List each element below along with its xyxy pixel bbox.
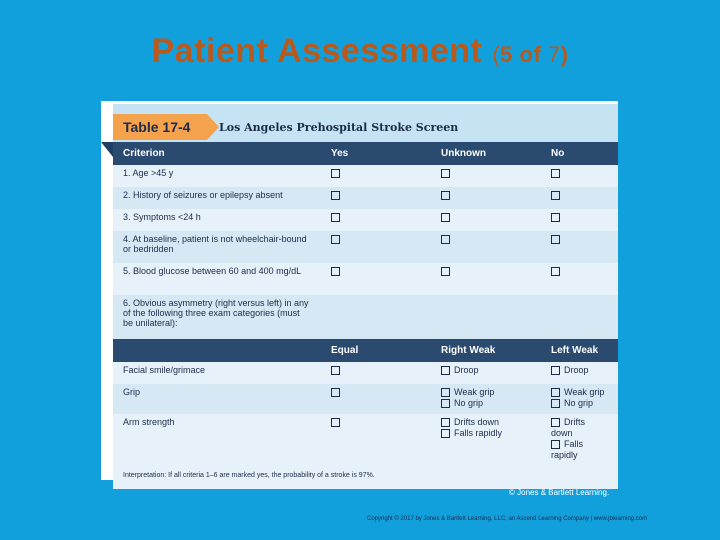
criterion-text: 6. Obvious asymmetry (right versus left) in any of the following three exam categories (must be unilateral): — [123, 298, 309, 328]
criterion-label — [113, 263, 321, 295]
table-header-row — [113, 142, 618, 165]
title-main: Patient Assessment — [151, 32, 483, 70]
exam-label-text: Arm strength — [123, 417, 175, 427]
criterion-label — [113, 165, 321, 187]
exam-equal-cell — [321, 384, 431, 414]
interpretation-row — [113, 464, 618, 489]
criterion-text: 4. At baseline, patient is not wheelchair-bound or bedridden — [123, 234, 307, 254]
exam-label-text: Facial smile/grimace — [123, 365, 206, 375]
checkbox-icon[interactable] — [441, 169, 450, 178]
exam-option-text: No grip — [564, 398, 594, 408]
title-page-indicator: (5 of 7) — [492, 42, 569, 67]
checkbox-icon[interactable] — [441, 418, 450, 427]
checkbox-icon[interactable] — [331, 366, 340, 375]
exam-option-text: Drifts down — [454, 417, 500, 427]
criterion-label — [113, 231, 321, 263]
exam-option — [441, 365, 531, 376]
checkbox-icon[interactable] — [551, 267, 560, 276]
exam-right-cell — [431, 384, 541, 414]
criterion-row — [113, 263, 618, 295]
exam-option — [441, 428, 531, 439]
criterion-yes-cell — [321, 187, 431, 209]
exam-right-cell — [431, 362, 541, 384]
copyright-footer: Copyright © 2017 by Jones & Bartlett Learning, LLC, an Ascend Learning Company | www.jblearning.com — [367, 516, 648, 522]
checkbox-icon[interactable] — [441, 366, 450, 375]
checkbox-icon[interactable] — [331, 388, 340, 397]
criterion-unknown-cell — [431, 165, 541, 187]
criterion-yes-cell — [321, 231, 431, 263]
checkbox-icon[interactable] — [551, 169, 560, 178]
exam-option — [551, 387, 608, 398]
exam-label — [113, 414, 321, 464]
checkbox-icon[interactable] — [441, 429, 450, 438]
exam-option-text: Falls rapidly — [454, 428, 503, 438]
criterion-no-cell — [541, 209, 618, 231]
exam-header-3: Left Weak — [541, 339, 618, 362]
header-criterion: Criterion — [113, 142, 321, 165]
checkbox-icon[interactable] — [551, 235, 560, 244]
criterion-text: 1. Age >45 y — [123, 168, 174, 178]
page-title — [0, 32, 720, 71]
header-no: No — [541, 142, 618, 165]
exam-option — [551, 365, 608, 376]
criterion-unknown-cell — [431, 231, 541, 263]
checkbox-icon[interactable] — [441, 399, 450, 408]
checkbox-icon[interactable] — [551, 440, 560, 449]
exam-label — [113, 384, 321, 414]
exam-row — [113, 384, 618, 414]
criterion-row — [113, 165, 618, 187]
checkbox-icon[interactable] — [551, 366, 560, 375]
exam-option — [441, 387, 531, 398]
exam-option — [551, 439, 608, 461]
criterion-no-cell — [541, 187, 618, 209]
exam-header-0 — [113, 339, 321, 362]
table-fold-decoration — [101, 142, 113, 157]
checkbox-icon[interactable] — [331, 213, 340, 222]
criterion-label — [113, 187, 321, 209]
checkbox-icon[interactable] — [551, 191, 560, 200]
exam-option-text: Weak grip — [564, 387, 605, 397]
criterion-row — [113, 231, 618, 263]
table-caption: Los Angeles Prehospital Stroke Screen — [219, 121, 459, 134]
exam-option — [441, 398, 531, 409]
exam-left-cell — [541, 362, 618, 384]
exam-header-2: Right Weak — [431, 339, 541, 362]
criterion-label — [113, 209, 321, 231]
criterion-row — [113, 187, 618, 209]
stroke-screen-table — [113, 142, 618, 489]
criterion-yes-cell — [321, 209, 431, 231]
checkbox-icon[interactable] — [331, 418, 340, 427]
checkbox-icon[interactable] — [331, 169, 340, 178]
image-credit: © Jones & Bartlett Learning. — [509, 488, 610, 497]
criterion-text: 5. Blood glucose between 60 and 400 mg/dL — [123, 266, 302, 276]
checkbox-icon[interactable] — [551, 418, 560, 427]
criterion-text: 3. Symptoms <24 h — [123, 212, 201, 222]
checkbox-icon[interactable] — [551, 399, 560, 408]
exam-header-1: Equal — [321, 339, 431, 362]
checkbox-icon[interactable] — [551, 213, 560, 222]
exam-header-row — [113, 339, 618, 362]
criterion-unknown-cell — [431, 187, 541, 209]
exam-label — [113, 362, 321, 384]
exam-option-text: Drifts down — [551, 417, 585, 438]
criterion-no-cell — [541, 263, 618, 295]
checkbox-icon[interactable] — [441, 213, 450, 222]
exam-option-text: Weak grip — [454, 387, 495, 397]
exam-option — [551, 417, 608, 439]
exam-row — [113, 414, 618, 464]
checkbox-icon[interactable] — [441, 191, 450, 200]
exam-right-cell — [431, 414, 541, 464]
checkbox-icon[interactable] — [331, 191, 340, 200]
exam-row — [113, 362, 618, 384]
exam-equal-cell — [321, 362, 431, 384]
header-yes: Yes — [321, 142, 431, 165]
header-unknown: Unknown — [431, 142, 541, 165]
criterion-row — [113, 295, 618, 339]
criterion-yes-cell — [321, 165, 431, 187]
exam-option-text: Droop — [454, 365, 479, 375]
criterion-text: 2. History of seizures or epilepsy absent — [123, 190, 283, 200]
exam-option — [441, 417, 531, 428]
criterion-yes-cell — [321, 295, 431, 339]
interpretation-text: Interpretation: If all criteria 1–6 are marked yes, the probability of a stroke is 97%. — [123, 472, 375, 479]
exam-option-text: Falls rapidly — [551, 439, 584, 460]
interpretation-cell — [113, 464, 618, 489]
criterion-no-cell — [541, 165, 618, 187]
checkbox-icon[interactable] — [441, 235, 450, 244]
criterion-no-cell — [541, 231, 618, 263]
stroke-screen-table-card — [101, 101, 618, 480]
criterion-no-cell — [541, 295, 618, 339]
exam-left-cell — [541, 414, 618, 464]
checkbox-icon[interactable] — [551, 388, 560, 397]
exam-label-text: Grip — [123, 387, 141, 397]
checkbox-icon[interactable] — [441, 388, 450, 397]
checkbox-icon[interactable] — [331, 235, 340, 244]
criterion-unknown-cell — [431, 295, 541, 339]
criterion-yes-cell — [321, 263, 431, 295]
exam-left-cell — [541, 384, 618, 414]
criterion-row — [113, 209, 618, 231]
exam-option-text: Droop — [564, 365, 589, 375]
exam-option-text: No grip — [454, 398, 484, 408]
checkbox-icon[interactable] — [441, 267, 450, 276]
criterion-unknown-cell — [431, 209, 541, 231]
criterion-label — [113, 295, 321, 339]
exam-equal-cell — [321, 414, 431, 464]
checkbox-icon[interactable] — [331, 267, 340, 276]
criterion-unknown-cell — [431, 263, 541, 295]
exam-option — [551, 398, 608, 409]
table-number-badge: Table 17-4 — [113, 114, 207, 140]
